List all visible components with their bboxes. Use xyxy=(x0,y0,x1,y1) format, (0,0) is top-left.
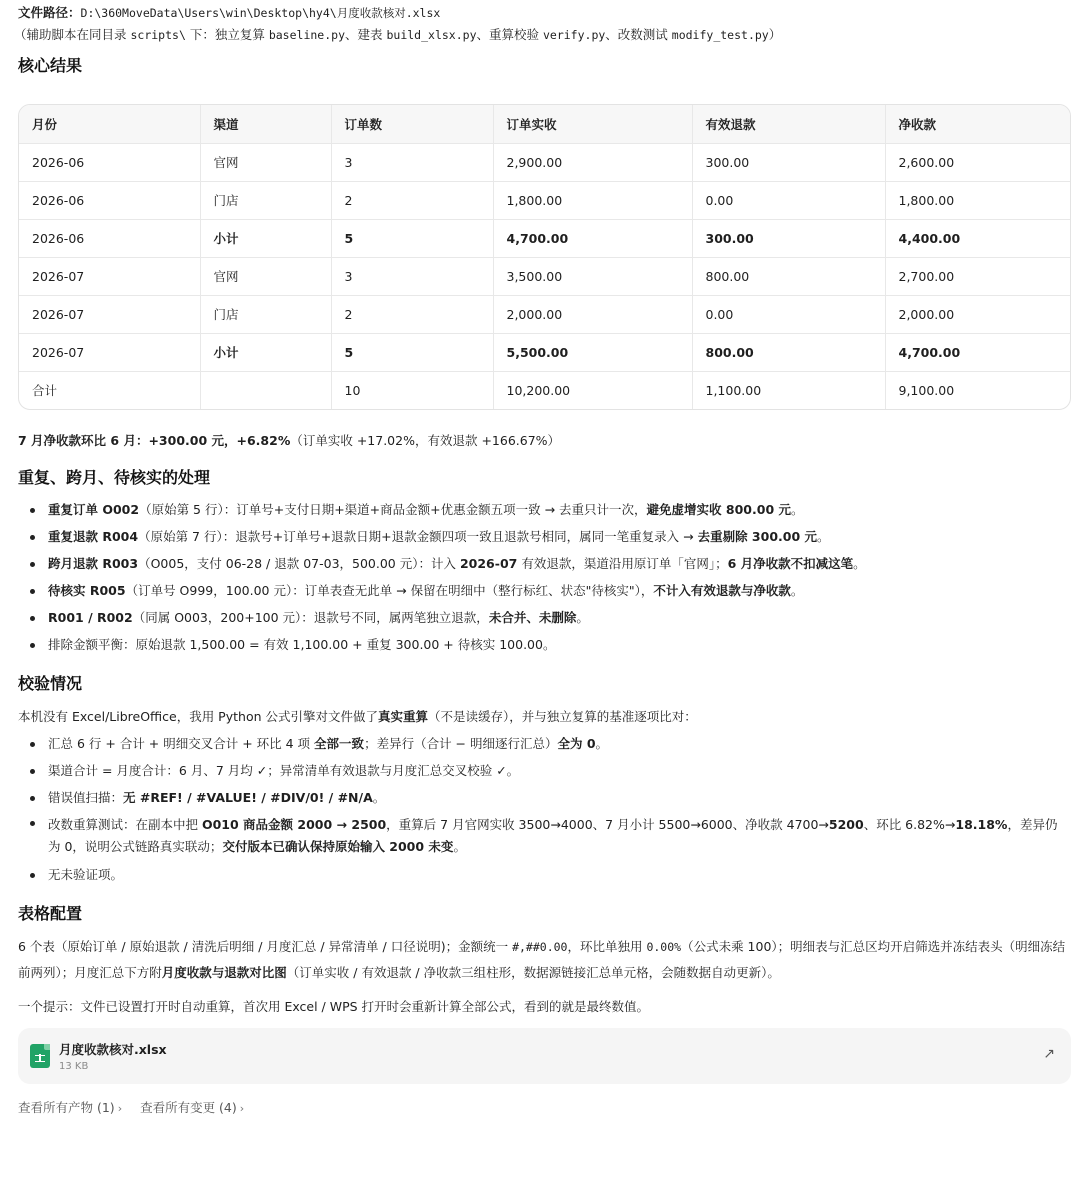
check-list xyxy=(18,730,1062,888)
col-header: 渠道 xyxy=(200,105,331,143)
dup-list xyxy=(18,496,1062,658)
table-cell: 1,800.00 xyxy=(493,181,692,219)
results-table xyxy=(18,104,1071,410)
table-row xyxy=(19,371,1071,409)
spreadsheet-icon xyxy=(30,1044,50,1068)
table-row xyxy=(19,333,1071,371)
table-cell: 2026-07 xyxy=(19,333,200,371)
footer-links xyxy=(18,1098,1062,1119)
table-cell xyxy=(200,371,331,409)
table-cell: 3 xyxy=(331,143,493,181)
table-row xyxy=(19,219,1071,257)
mom-summary xyxy=(18,430,1062,452)
aux-text: 下：独立复算 xyxy=(185,27,269,42)
aux-text: 、改数测试 xyxy=(605,27,672,42)
table-cell: 9,100.00 xyxy=(898,382,955,398)
aux-text: 、重算校验 xyxy=(476,27,543,42)
list-item: 汇总 6 行 + 合计 + 明细交叉合计 + 环比 4 项 全部一致；差异行（合计 − 明细逐行汇总）全为 0。 xyxy=(18,730,1062,757)
table-cell: 官网 xyxy=(200,143,331,181)
table-cell: 2,700.00 xyxy=(885,257,1071,295)
table-row xyxy=(19,181,1071,219)
list-item: 重复退款 R004（原始第 7 行）：退款号+订单号+退款日期+退款金额四项一致且退款号相同，属同一笔重复录入 → 去重剔除 300.00 元。 xyxy=(18,523,1062,550)
table-cell: 10 xyxy=(331,371,493,409)
tip-paragraph: 一个提示：文件已设置打开时自动重算，首次用 Excel / WPS 打开时会重新计算全部公式，看到的就是最终数值。 xyxy=(18,999,650,1014)
table-cell: 官网 xyxy=(200,257,331,295)
table-cell: 1,800.00 xyxy=(885,181,1071,219)
file-name: 月度收款核对.xlsx xyxy=(59,1042,167,1057)
aux-dir: scripts\ xyxy=(130,28,186,42)
table-cell: 2,900.00 xyxy=(493,143,692,181)
table-cell: 2026-07 xyxy=(19,257,200,295)
list-item: 待核实 R005（订单号 O999，100.00 元）：订单表查无此单 → 保留在明细中（整行标红、状态"待核实"），不计入有效退款与净收款。 xyxy=(18,577,1062,604)
aux-scripts-line xyxy=(14,24,1062,46)
col-header: 有效退款 xyxy=(692,105,885,143)
file-path-line xyxy=(18,2,1062,24)
table-row xyxy=(19,257,1071,295)
table-cell: 800.00 xyxy=(692,257,885,295)
list-item: 排除金额平衡：原始退款 1,500.00 = 有效 1,100.00 + 重复 300.00 + 待核实 100.00。 xyxy=(18,631,1062,658)
table-cell: 10,200.00 xyxy=(493,371,692,409)
table-row xyxy=(19,143,1071,181)
table-cell: 4,400.00 xyxy=(885,219,1071,257)
mom-summary-detail: （订单实收 +17.02%，有效退款 +166.67%） xyxy=(290,433,561,448)
table-cell: 2,000.00 xyxy=(885,295,1071,333)
table-cell: 2026-07 xyxy=(19,295,200,333)
table-cell: 300.00 xyxy=(692,219,885,257)
list-item: 错误值扫描：无 #REF! / #VALUE! / #DIV/0! / #N/A。 xyxy=(18,784,1062,811)
list-item: 重复订单 O002（原始第 5 行）：订单号+支付日期+渠道+商品金额+优惠金额五项一致 → 去重只计一次，避免虚增实收 800.00 元。 xyxy=(18,496,1062,523)
list-item: 改数重算测试：在副本中把 O010 商品金额 2000 → 2500，重算后 7 月官网实收 3500→4000、7 月小计 5500→6000、净收款 4700→5200、环比 6.82%→18.18%，差异仍为 0，说明公式链路真实联动；交付版本已确认保持原始输入 2000 未变。 xyxy=(18,811,1062,861)
core-results-heading: 核心结果 xyxy=(18,56,83,75)
chevron-right-icon: › xyxy=(239,1102,245,1115)
list-item: 无未验证项。 xyxy=(18,861,1062,888)
file-path-label: 文件路径： xyxy=(18,5,81,20)
list-item: R001 / R002（同属 O003，200+100 元）：退款号不同，属两笔独立退款，未合并、未删除。 xyxy=(18,604,1062,631)
view-artifacts-link[interactable]: 查看所有产物 (1) › xyxy=(18,1100,123,1115)
aux-file: build_xlsx.py xyxy=(386,28,477,42)
table-cell: 门店 xyxy=(200,295,331,333)
aux-text: 、建表 xyxy=(345,27,387,42)
table-cell: 2,600.00 xyxy=(885,143,1071,181)
page xyxy=(0,2,1080,1180)
table-cell: 5,500.00 xyxy=(493,333,692,371)
table-cell: 2026-06 xyxy=(19,219,200,257)
aux-file: verify.py xyxy=(542,28,606,42)
list-item: 渠道合计 = 月度合计：6 月、7 月均 ✓；异常清单有效退款与月度汇总交叉校验 ✓。 xyxy=(18,757,1062,784)
chevron-right-icon: › xyxy=(117,1102,123,1115)
col-header: 月份 xyxy=(19,105,200,143)
config-paragraph: 6 个表（原始订单 / 原始退款 / 清洗后明细 / 月度汇总 / 异常清单 / 口径说明)；金额统一 #,##0.00，环比单独用 0.00%（公式未乘 100）；明细表与汇总区均开启筛选并冻结表头（明细冻结前两列）；月度汇总下方附月度收款与退款对比图（订单实收 / 有效退款 / 净收款三组柱形，数据源链接汇总单元格，会随数据自动更新）。 xyxy=(18,939,1066,980)
view-changes-link[interactable]: 查看所有变更 (4) › xyxy=(140,1100,245,1115)
col-header: 净收款 xyxy=(885,105,1071,143)
table-cell: 5 xyxy=(331,333,493,371)
table-header-row xyxy=(19,105,1071,143)
table-cell: 合计 xyxy=(19,371,200,409)
table-cell: 3 xyxy=(331,257,493,295)
table-cell: 2026-06 xyxy=(19,143,200,181)
file-path-value: D:\360MoveData\Users\win\Desktop\hy4\月度收款核对.xlsx xyxy=(80,6,441,20)
col-header: 订单实收 xyxy=(493,105,692,143)
config-heading: 表格配置 xyxy=(18,904,83,923)
col-header: 订单数 xyxy=(331,105,493,143)
table-cell: 小计 xyxy=(200,219,331,257)
table-cell: 5 xyxy=(331,219,493,257)
table-cell: 小计 xyxy=(200,333,331,371)
aux-file: modify_test.py xyxy=(671,28,769,42)
table-cell: 2026-06 xyxy=(19,181,200,219)
aux-file: baseline.py xyxy=(268,28,345,42)
table-cell: 0.00 xyxy=(692,181,885,219)
check-intro: 本机没有 Excel/LibreOffice，我用 Python 公式引擎对文件做了真实重算（不是读缓存），并与独立复算的基准逐项比对： xyxy=(18,709,697,724)
table-cell: 3,500.00 xyxy=(493,257,692,295)
check-heading: 校验情况 xyxy=(18,674,83,693)
table-cell: 800.00 xyxy=(692,333,885,371)
table-cell: 2 xyxy=(331,295,493,333)
table-cell: 2 xyxy=(331,181,493,219)
table-cell: 门店 xyxy=(200,181,331,219)
table-cell: 4,700.00 xyxy=(885,333,1071,371)
table-cell: 300.00 xyxy=(692,143,885,181)
aux-text: ） xyxy=(768,27,782,42)
aux-text: （辅助脚本在同目录 xyxy=(14,27,131,42)
mom-summary-bold: 7 月净收款环比 6 月：+300.00 元，+6.82% xyxy=(18,433,291,448)
list-item: 跨月退款 R003（O005，支付 06-28 / 退款 07-03，500.00 元）：计入 2026-07 有效退款，渠道沿用原订单「官网」；6 月净收款不扣减这笔。 xyxy=(18,550,1062,577)
table-cell: 0.00 xyxy=(692,295,885,333)
open-external-icon[interactable]: ↗ xyxy=(1043,1046,1055,1062)
table-row xyxy=(19,295,1071,333)
table-cell: 4,700.00 xyxy=(493,219,692,257)
table-cell: 2,000.00 xyxy=(493,295,692,333)
dup-heading: 重复、跨月、待核实的处理 xyxy=(18,468,211,487)
file-size: 13 KB xyxy=(59,1061,89,1072)
table-cell: 1,100.00 xyxy=(692,371,885,409)
file-attachment-card[interactable] xyxy=(18,1028,1071,1084)
